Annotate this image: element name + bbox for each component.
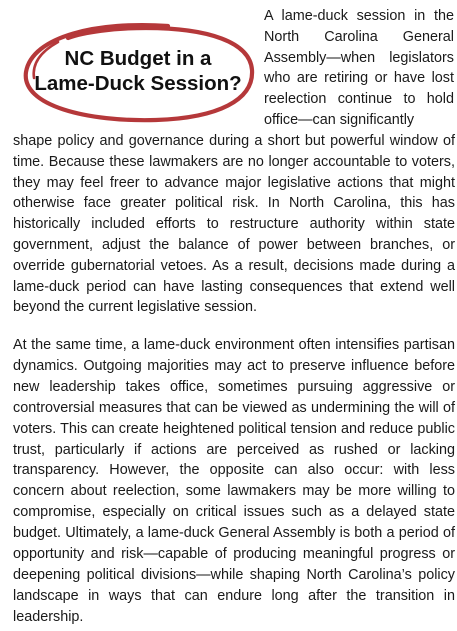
paragraph-1: shape policy and governance during a short but powerful window of time. Because these lawmakers are no longer accountable to voters, they may feel freer to advance major legislative actions that might otherwise face greater political risk. In North Carolina, this has historically included efforts to restructure authority within state government, adjust the balance of power between branches, or override gubernatorial vetoes. As a result, decisions made during a lame-duck period can have lasting consequences that extend well beyond the current legislative session. bbox=[13, 133, 455, 316]
paragraph-2: At the same time, a lame-duck environment often intensifies partisan dynamics. Outgoing majorities may act to preserve influence before new leadership takes office, sometimes pursuing aggressive or controversial measures that can be viewed as undermining the will of voters. This can create heightened political tension and reduce public trust, particularly if actions are perceived as rushed or lacking transparency. However, the opposite can also occur: with less concern about reelection, some lawmakers may be more willing to compromise, especially on critical issues such as a delayed state budget. Ultimately, a lame-duck General Assembly is both a period of opportunity and risk—capable of producing meaningful progress or deepening political divisions—while shaping North Carolina’s policy landscape in ways that can endure long after the transition in leadership. bbox=[13, 337, 455, 625]
badge-title-line-2: Lame-Duck Session? bbox=[34, 72, 242, 95]
title-badge bbox=[18, 20, 258, 126]
intro-text: A lame-duck session in the North Carolina General Assembly—when legislators who are retiring or have lost reelection continue to hold office—can significantly bbox=[264, 8, 454, 128]
badge-title bbox=[18, 46, 258, 96]
badge-title-line-1: NC Budget in a bbox=[64, 47, 212, 70]
